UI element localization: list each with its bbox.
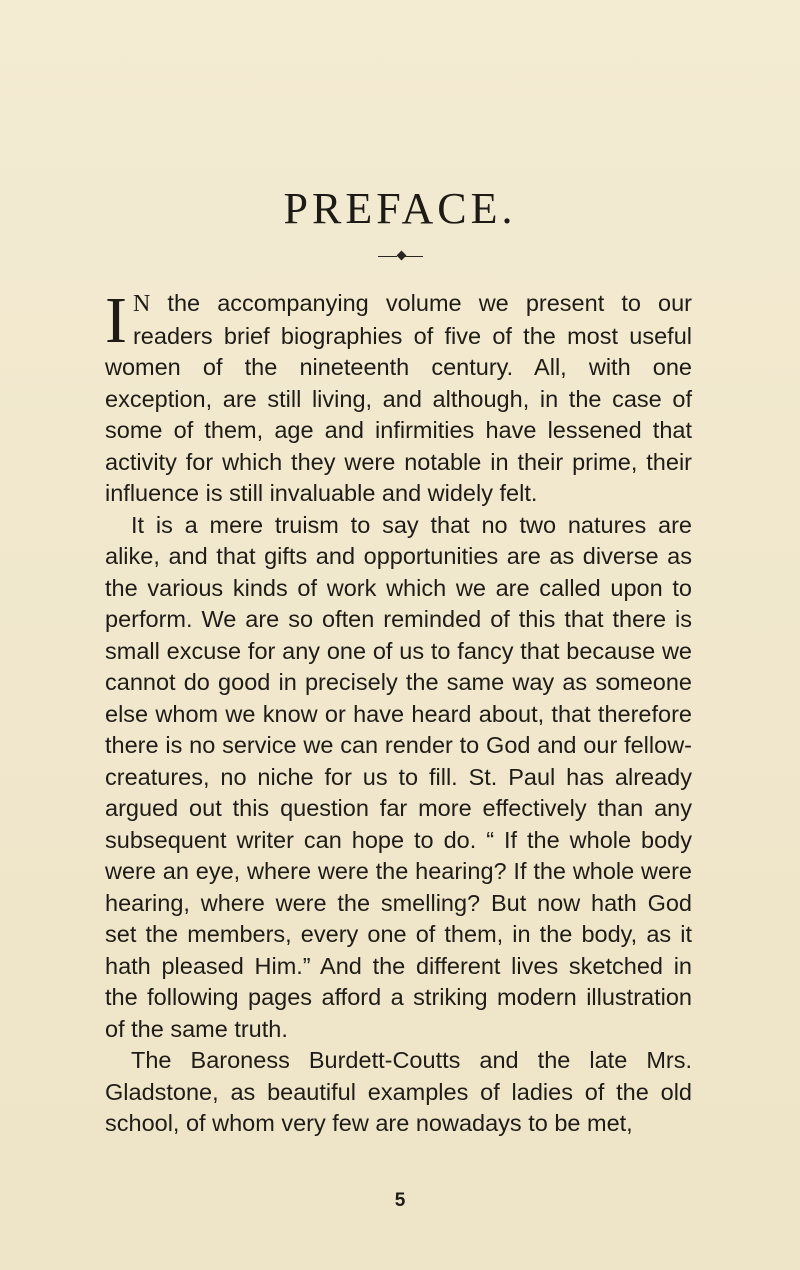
drop-cap: I <box>105 284 127 357</box>
preface-body <box>105 284 692 1140</box>
paragraph-1-text: the accompanying volume we present to our readers brief biographies of five of the most useful women of the nineteenth century. All, with one exception, are still living, and although, in the case of some of them, age and infirmities have lessened that activity for which they were notable in their prime, their influence is still invaluable and widely felt. <box>105 290 692 506</box>
paragraph-2: It is a mere truism to say that no two natures are alike, and that gifts and opportunities are as diverse as the various kinds of work which we are called upon to perform. We are so often reminded of this that there is small excuse for any one of us to fancy that because we cannot do good in precisely the same way as someone else whom we know or have heard about, that therefore there is no service we can render to God and our fellow-creatures, no niche for us to fill. St. Paul has already argued out this question far more effectively than any subsequent writer can hope to do. “ If the whole body were an eye, where were the hearing? If the whole were hearing, where were the smelling? But now hath God set the members, every one of them, in the body, as it hath pleased Him.” And the different lives sketched in the following pages afford a striking modern illustration of the same truth. <box>105 511 692 1042</box>
first-word-rest: N <box>132 291 151 317</box>
paragraph-1 <box>105 284 692 510</box>
ornament-rule-right <box>405 256 423 257</box>
diamond-rule-ornament-icon <box>378 252 423 262</box>
paragraph-3: The Baroness Burdett-Coutts and the late Mrs. Gladstone, as beautiful examples of ladies of the old school, of whom very few are nowadays to be met, <box>105 1047 692 1136</box>
ornament-rule-left <box>378 256 397 257</box>
page-number: 5 <box>394 1190 406 1211</box>
page-title: PREFACE. <box>283 184 517 233</box>
